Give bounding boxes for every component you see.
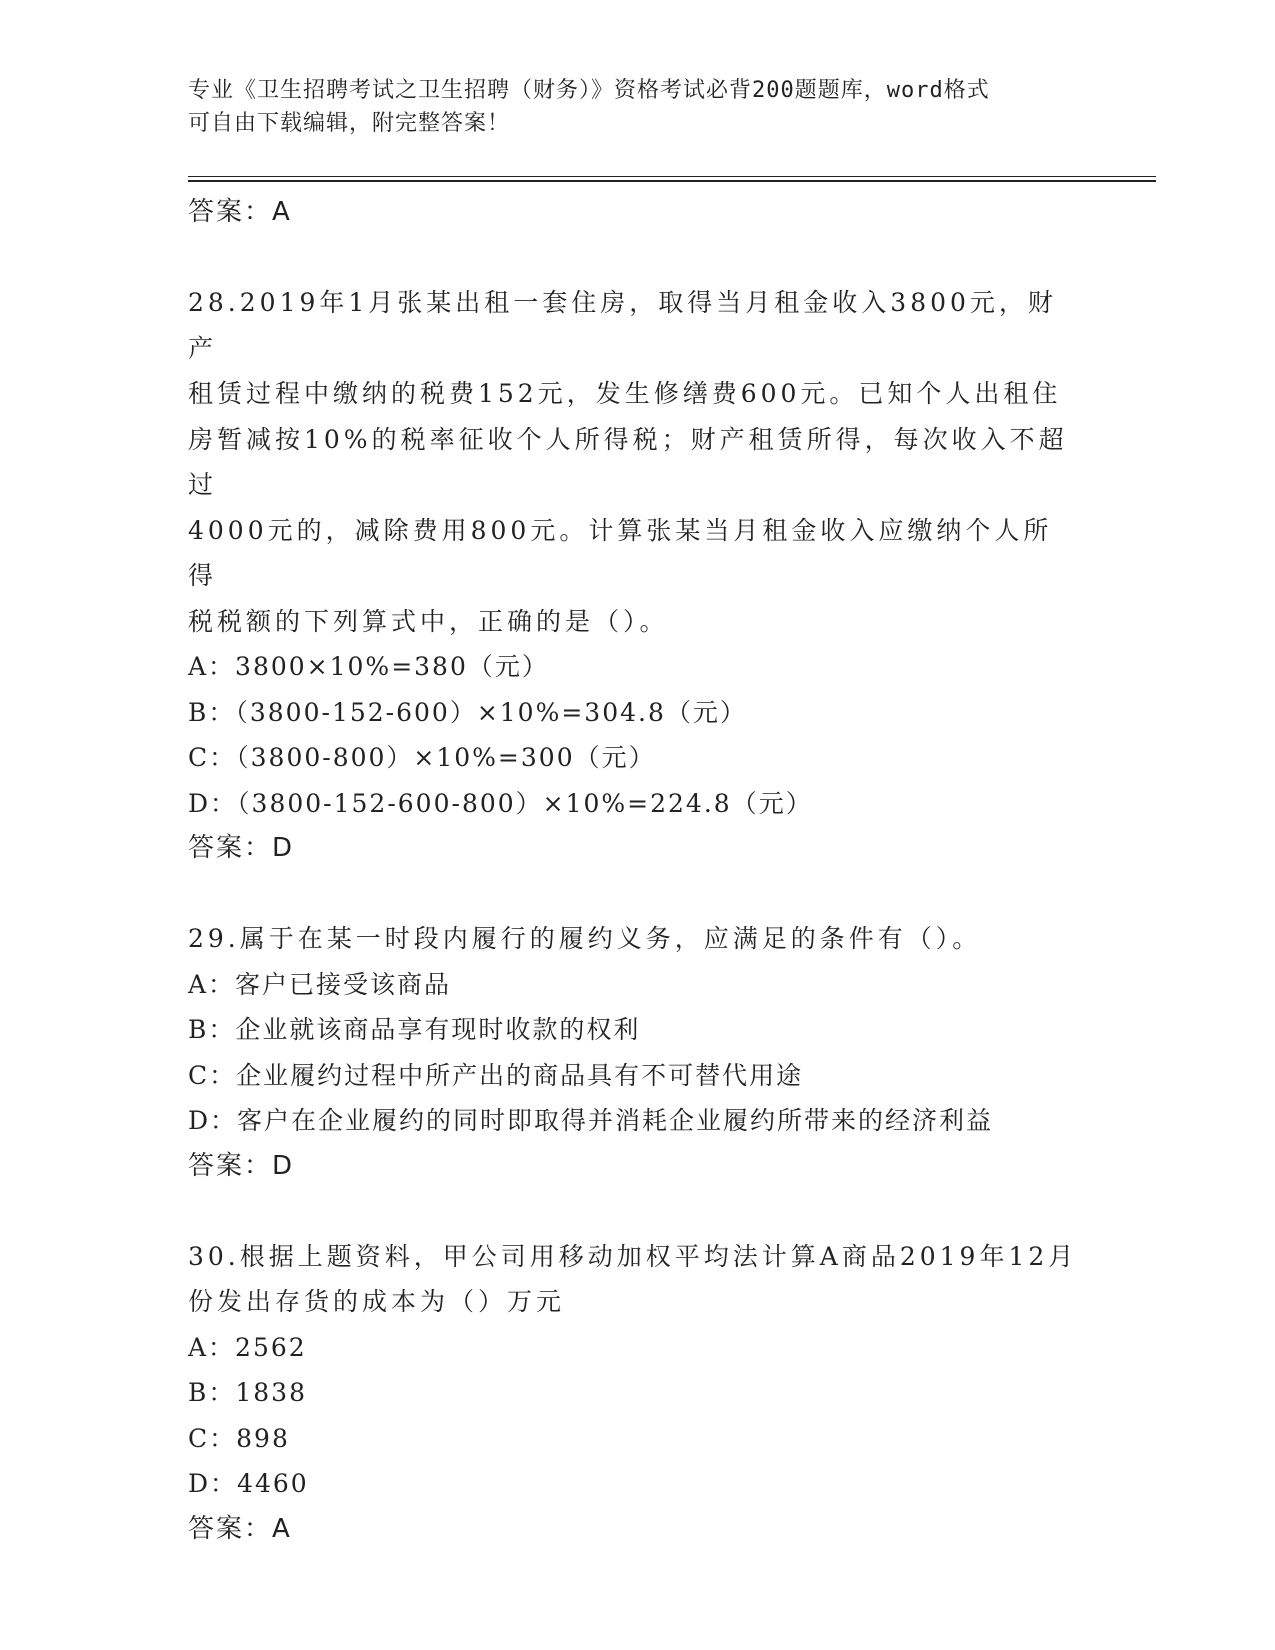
question-block (188, 1234, 1078, 1551)
question-block (188, 916, 1078, 1188)
option-c: C：（3800-800）×10%=300（元） (188, 743, 656, 772)
option-b: B：1838 (188, 1378, 307, 1407)
stem-line: 房暂减按10%的税率征收个人所得税；财产租赁所得，每次收入不超过 (188, 424, 1068, 499)
option-d: D：（3800-152-600-800）×10%=224.8（元） (188, 788, 813, 818)
stem-line: 份发出存货的成本为（）万元 (188, 1287, 566, 1316)
header-line: 专业《卫生招聘考试之卫生招聘（财务）》资格考试必背200题题库，word格式 (188, 78, 990, 103)
header-line: 可自由下载编辑，附完整答案！ (188, 111, 511, 136)
option-b: B：（3800-152-600）×10%=304.8（元） (188, 697, 747, 727)
question-stem (188, 916, 1078, 962)
option-a: A：3800×10%=380（元） (188, 652, 549, 681)
option-d: D：4460 (188, 1469, 309, 1498)
answer-line: 答案：A (188, 197, 292, 227)
stem-line: 29.属于在某一时段内履行的履约义务，应满足的条件有（）。 (188, 924, 982, 953)
document-header (188, 74, 1068, 140)
question-block (188, 280, 1078, 870)
stem-line: 28.2019年1月张某出租一套住房，取得当月租金收入3800元，财产 (188, 288, 1057, 363)
option-a: A：客户已接受该商品 (188, 969, 452, 999)
stem-line: 租赁过程中缴纳的税费152元，发生修缮费600元。已知个人出租住 (188, 379, 1062, 408)
option-c: C：企业履约过程中所产出的商品具有不可替代用途 (188, 1060, 804, 1090)
option-c: C：898 (188, 1423, 290, 1453)
stem-line: 税税额的下列算式中，正确的是（）。 (188, 606, 669, 636)
answer-line: 答案：D (188, 833, 295, 863)
option-b: B：企业就该商品享有现时收款的权利 (188, 1015, 641, 1044)
answer-line: 答案：A (188, 1513, 292, 1544)
question-stem (188, 280, 1078, 644)
spacer (188, 870, 1078, 916)
question-list (188, 190, 1078, 1551)
option-d: D：客户在企业履约的同时即取得并消耗企业履约所带来的经济利益 (188, 1106, 994, 1135)
stem-line: 4000元的，减除费用800元。计算张某当月租金收入应缴纳个人所得 (188, 515, 1053, 590)
answer-line: 答案：D (188, 1150, 295, 1181)
stem-line: 30.根据上题资料，甲公司用移动加权平均法计算A商品2019年12月 (188, 1241, 1078, 1271)
option-a: A：2562 (188, 1332, 307, 1362)
header-divider-thick (188, 180, 1156, 182)
spacer (188, 234, 1078, 280)
spacer (188, 1188, 1078, 1234)
header-divider-thin (188, 176, 1156, 177)
question-stem (188, 1234, 1078, 1325)
